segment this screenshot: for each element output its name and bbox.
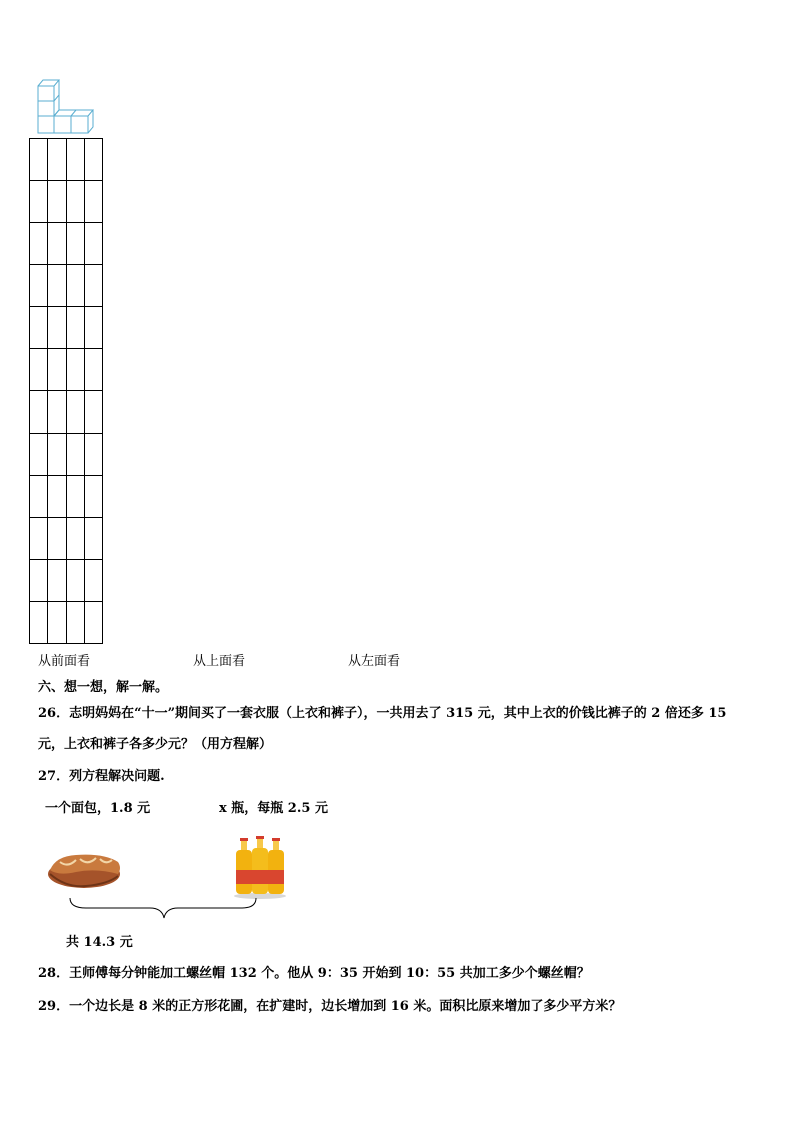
grid-cell xyxy=(85,434,103,476)
grid-cell xyxy=(67,181,85,223)
grid-cell xyxy=(85,560,103,602)
grid-cell xyxy=(85,349,103,391)
grid-cell xyxy=(48,349,66,391)
grid-cell xyxy=(67,391,85,433)
bread-price-label: 一个面包，1.8 元 xyxy=(45,801,151,816)
answer-grid xyxy=(29,138,103,644)
grid-cell xyxy=(30,391,48,433)
grid-cell xyxy=(67,518,85,560)
grid-cell xyxy=(67,476,85,518)
grid-cell xyxy=(67,223,85,265)
question-26-line2: 元，上衣和裤子各多少元？（用方程解） xyxy=(38,737,273,752)
grid-cell xyxy=(30,139,48,181)
grid-cell xyxy=(85,307,103,349)
grid-cell xyxy=(30,602,48,644)
grid-cell xyxy=(48,181,66,223)
grid-cell xyxy=(30,560,48,602)
grid-cell xyxy=(85,602,103,644)
curly-brace xyxy=(66,896,260,922)
grid-cell xyxy=(30,476,48,518)
grid-cell xyxy=(67,349,85,391)
view-label-top: 从上面看 xyxy=(193,654,246,669)
grid-cell xyxy=(67,139,85,181)
grid-cell xyxy=(85,181,103,223)
grid-cell xyxy=(67,602,85,644)
grid-cell xyxy=(67,434,85,476)
grid-cell xyxy=(85,391,103,433)
juice-bottles-icon xyxy=(232,836,288,900)
grid-cell xyxy=(48,265,66,307)
grid-cell xyxy=(30,434,48,476)
grid-cell xyxy=(48,602,66,644)
grid-cell xyxy=(67,265,85,307)
grid-cell xyxy=(48,560,66,602)
grid-cell xyxy=(48,476,66,518)
grid-cell xyxy=(30,307,48,349)
grid-cell xyxy=(67,560,85,602)
view-label-left: 从左面看 xyxy=(348,654,401,669)
question-27-title: 27．列方程解决问题. xyxy=(38,769,165,784)
grid-cell xyxy=(48,518,66,560)
grid-cell xyxy=(85,223,103,265)
grid-cell xyxy=(48,307,66,349)
grid-cell xyxy=(30,223,48,265)
question-26-line1: 26．志明妈妈在“十一”期间买了一套衣服（上衣和裤子），一共用去了 315 元，其中上衣的价钱比裤子的 2 倍还多 15 xyxy=(38,706,727,721)
grid-cell xyxy=(48,391,66,433)
grid-cell xyxy=(85,139,103,181)
cube-stack-figure xyxy=(36,76,98,138)
question-28: 28．王师傅每分钟能加工螺丝帽 132 个。他从 9：35 开始到 10：55 共加工多少个螺丝帽？ xyxy=(38,966,590,981)
grid-cell xyxy=(85,518,103,560)
grid-cell xyxy=(48,139,66,181)
question-29: 29．一个边长是 8 米的正方形花圃，在扩建时，边长增加到 16 米。面积比原来增加了多少平方米？ xyxy=(38,999,622,1014)
grid-cell xyxy=(85,265,103,307)
bottle-price-label: x 瓶，每瓶 2.5 元 xyxy=(219,801,328,816)
grid-cell xyxy=(48,223,66,265)
grid-cell xyxy=(48,434,66,476)
grid-cell xyxy=(67,307,85,349)
grid-cell xyxy=(30,265,48,307)
section-heading: 六、想一想，解一解。 xyxy=(38,680,169,695)
grid-cell xyxy=(30,349,48,391)
bread-icon xyxy=(46,848,124,890)
grid-cell xyxy=(30,181,48,223)
grid-cell xyxy=(30,518,48,560)
grid-cell xyxy=(85,476,103,518)
total-price-label: 共 14.3 元 xyxy=(66,935,133,950)
view-label-front: 从前面看 xyxy=(38,654,91,669)
